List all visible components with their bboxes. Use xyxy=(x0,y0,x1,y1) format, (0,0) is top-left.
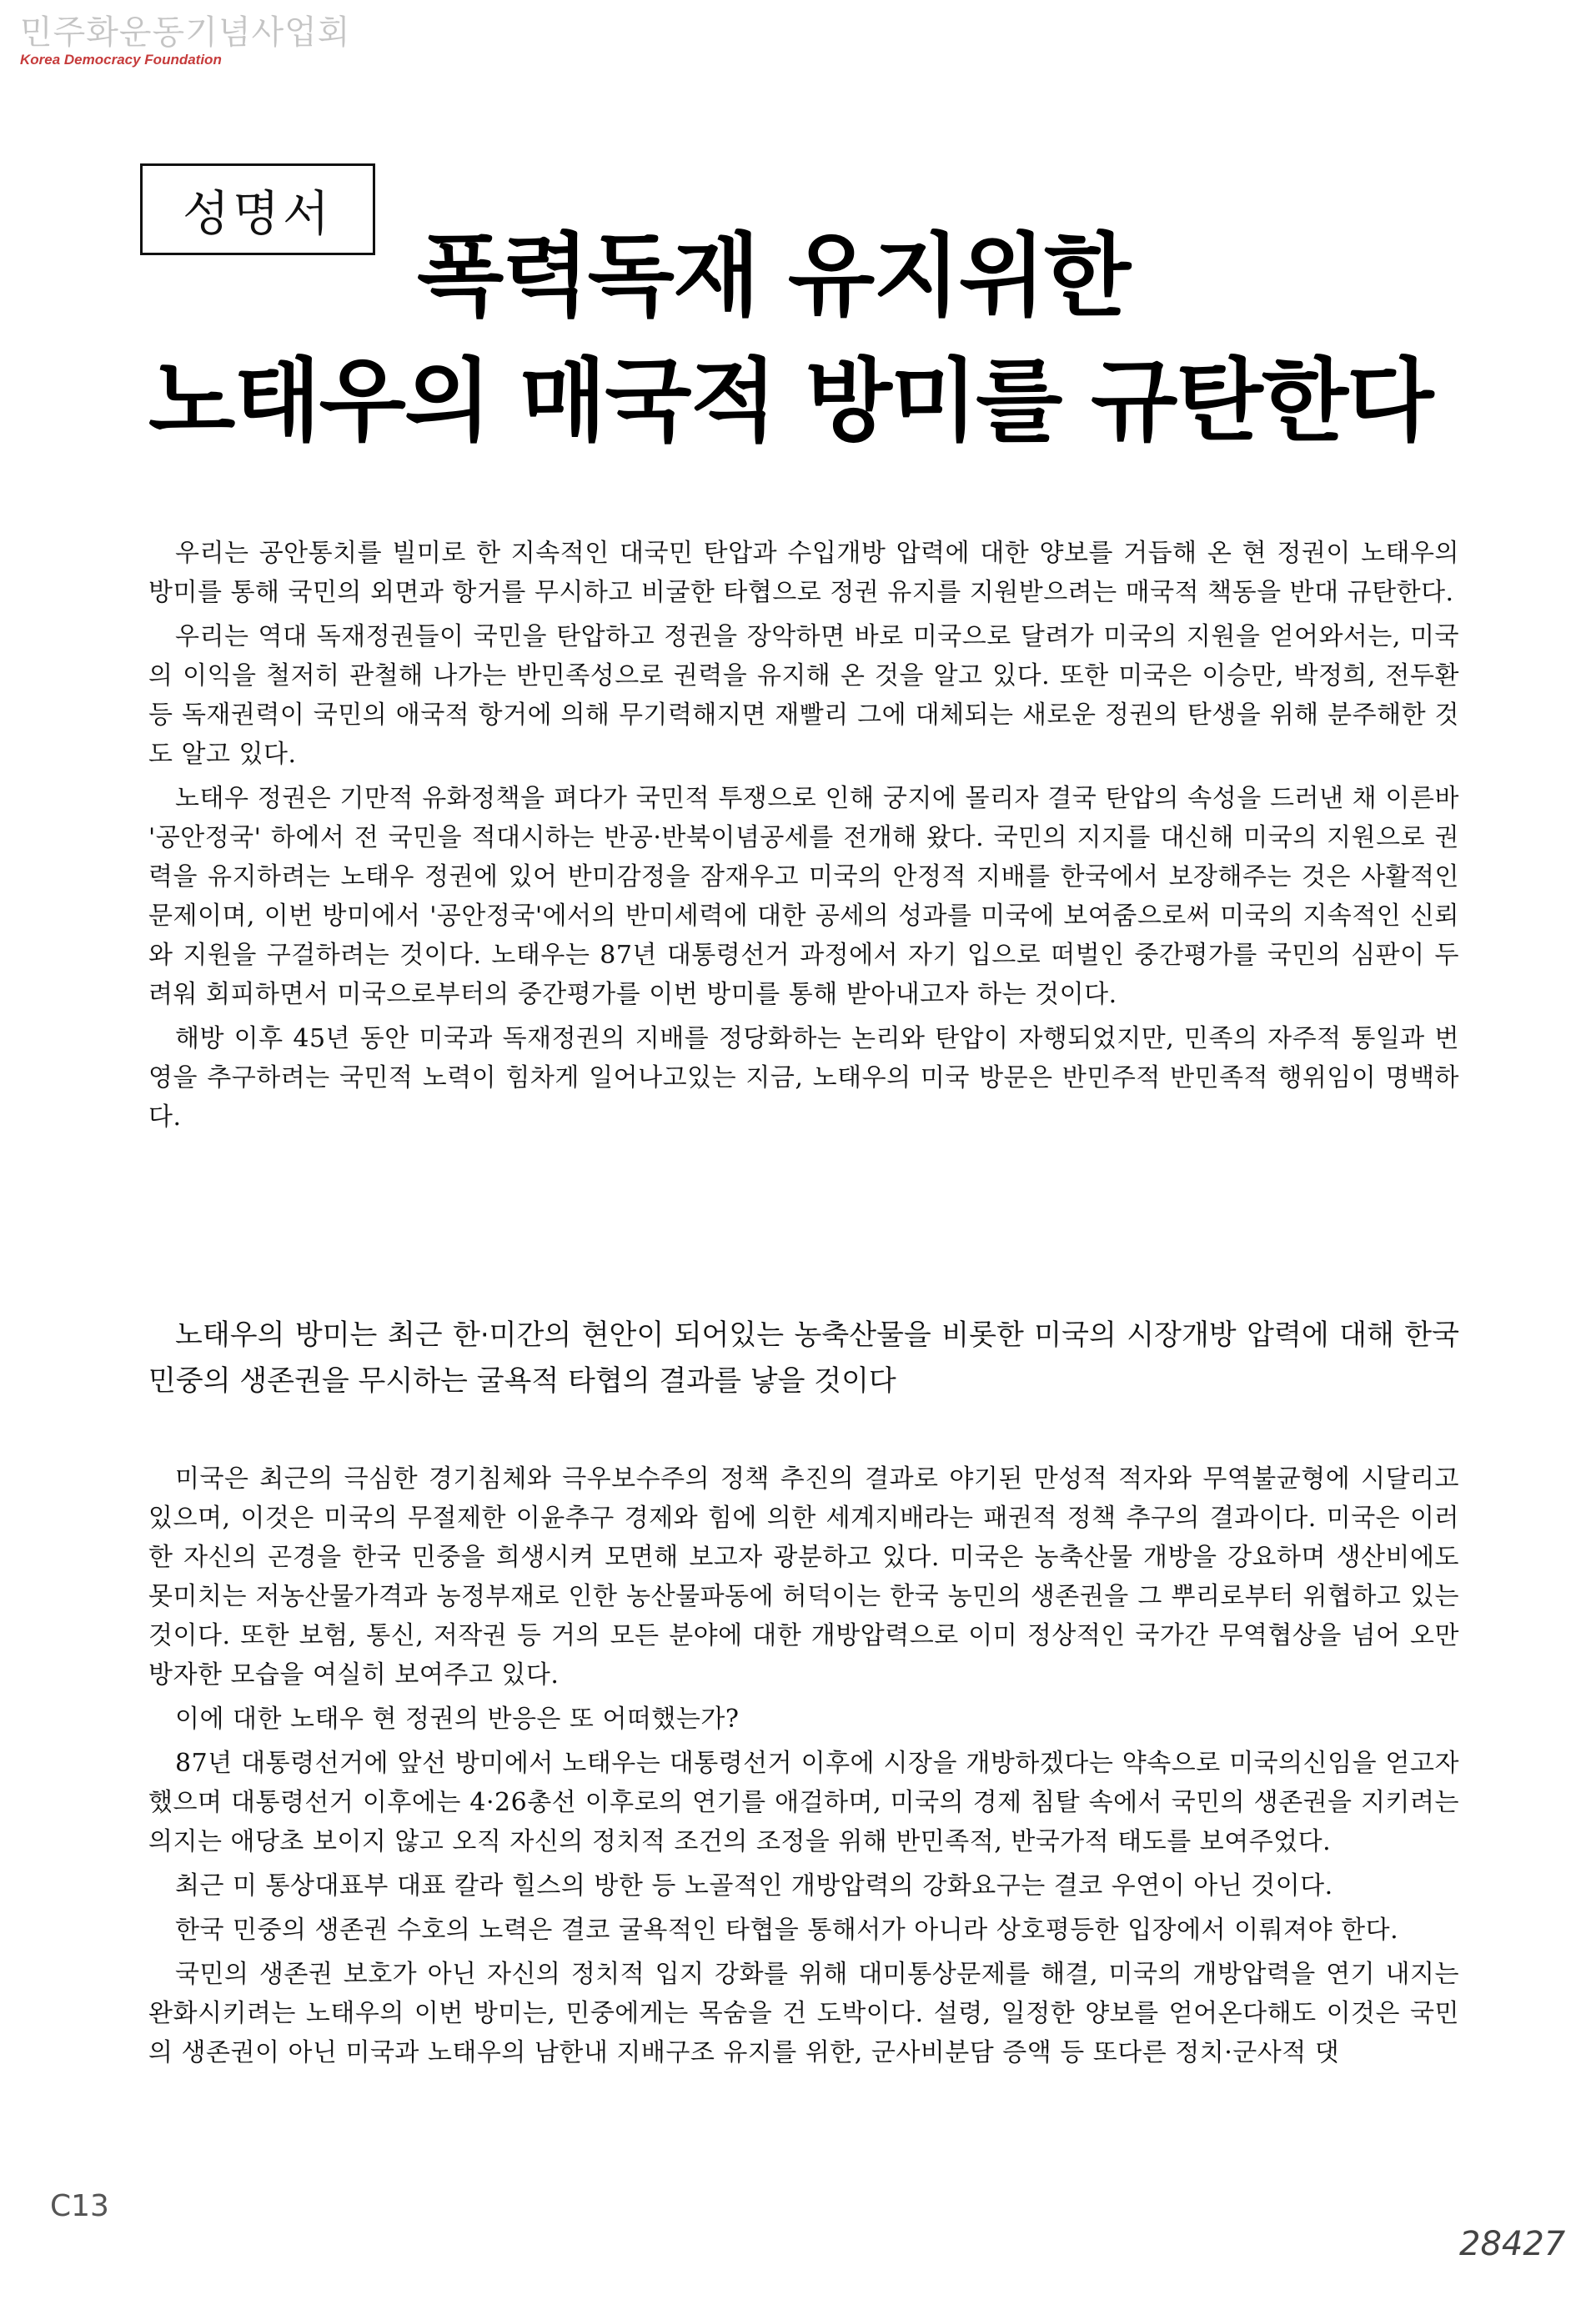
paragraph: 미국은 최근의 극심한 경기침체와 극우보수주의 정책 추진의 결과로 야기된 만성적 적자와 무역불균형에 시달리고 있으며, 이것은 미국의 무절제한 이윤추구 경제와 힘에 의한 세계지배라는 패권적 정책 추구의 결과이다. 미국은 이러한 자신의 곤경을 한국 민중을 희생시켜 모면해 보고자 광분하고 있다. 미국은 농축산물 개방을 강요하며 생산비에도 못미치는 저농산물가격과 농정부재로 인한 농산물파동에 허덕이는 한국 농민의 생존권을 그 뿌리로부터 위협하고 있는 것이다. 또한 보험, 통신, 저작권 등 거의 모든 분야에 대한 개방압력으로 이미 정상적인 국가간 무역협상을 넘어 오만방자한 모습을 여실히 보여주고 있다. xyxy=(148,1464,1459,1690)
foundation-logo xyxy=(20,13,350,68)
archive-number-note: 28427 xyxy=(1459,2225,1566,2263)
paragraph: 한국 민중의 생존권 수호의 노력은 결코 굴욕적인 타협을 통해서가 아니라 상호평등한 입장에서 이뤄져야 한다. xyxy=(175,1916,1399,1945)
statement-label: 성명서 xyxy=(182,185,334,242)
logo-english-text: Korea Democracy Foundation xyxy=(20,52,222,68)
paragraph: 87년 대통령선거에 앞선 방미에서 노태우는 대통령선거 이후에 시장을 개방하겠다는 약속으로 미국의신임을 얻고자 했으며 대통령선거 이후에는 4·26총선 이후로의 연기를 애걸하며, 미국의 경제 침탈 속에서 국민의 생존권을 지키려는 의지는 애당초 보이지 않고 오직 자신의 정치적 조건의 조정을 위해 반민족적, 반국가적 태도를 보여주었다. xyxy=(148,1749,1459,1856)
highlight-statement: 노태우의 방미는 최근 한·미간의 현안이 되어있는 농축산물을 비롯한 미국의 시장개방 압력에 대해 한국 민중의 생존권을 무시하는 굴욕적 타협의 결과를 낳을 것이다 xyxy=(148,1318,1459,1398)
paragraph: 노태우 정권은 기만적 유화정책을 펴다가 국민적 투쟁으로 인해 궁지에 몰리자 결국 탄압의 속성을 드러낸 채 이른바 '공안정국' 하에서 전 국민을 적대시하는 반공·반북이념공세를 전개해 왔다. 국민의 지지를 대신해 미국의 지원으로 권력을 유지하려는 노태우 정권에 있어 반미감정을 잠재우고 미국의 안정적 지배를 한국에서 보장해주는 것은 사활적인 문제이며, 이번 방미에서 '공안정국'에서의 반미세력에 대한 공세의 성과를 미국에 보여줌으로써 미국의 지속적인 신뢰와 지원을 구걸하려는 것이다. 노태우는 87년 대통령선거 과정에서 자기 입으로 떠벌인 중간평가를 국민의 심판이 두려워 회피하면서 미국으로부터의 중간평가를 이번 방미를 통해 받아내고자 하는 것이다. xyxy=(148,784,1459,1009)
paragraph: 우리는 공안통치를 빌미로 한 지속적인 대국민 탄압과 수입개방 압력에 대한 양보를 거듭해 온 현 정권이 노태우의 방미를 통해 국민의 외면과 항거를 무시하고 비굴한 타협으로 정권 유지를 지원받으려는 매국적 책동을 반대 규탄한다. xyxy=(148,539,1459,607)
paragraph: 국민의 생존권 보호가 아닌 자신의 정치적 입지 강화를 위해 대미통상문제를 해결, 미국의 개방압력을 연기 내지는 완화시키려는 노태우의 이번 방미는, 민중에게는 목숨을 건 도박이다. 설령, 일정한 양보를 얻어온다해도 이것은 국민의 생존권이 아닌 미국과 노태우의 남한내 지배구조 유지를 위한, 군사비분담 증액 등 또다른 정치·군사적 댓 xyxy=(148,1960,1459,2067)
paragraph: 이에 대한 노태우 현 정권의 반응은 또 어떠했는가? xyxy=(175,1705,740,1734)
statement-label-box xyxy=(140,163,375,255)
paragraph: 해방 이후 45년 동안 미국과 독재정권의 지배를 정당화하는 논리와 탄압이 자행되었지만, 민족의 자주적 통일과 번영을 추구하려는 국민적 노력이 힘차게 일어나고있는 지금, 노태우의 미국 방문은 반민주적 반민족적 행위임이 명백하다. xyxy=(148,1024,1459,1132)
body-section-1 xyxy=(148,534,1459,1142)
headline-line-1: 폭력독재 유지위한 xyxy=(417,224,1130,329)
archive-code-note: C13 xyxy=(50,2189,109,2223)
headline-line-2: 노태우의 매국적 방미를 규탄한다 xyxy=(148,349,1433,454)
body-section-2 xyxy=(148,1459,1459,2077)
logo-korean-text: 민주화운동기념사업회 xyxy=(20,13,351,52)
paragraph: 우리는 역대 독재정권들이 국민을 탄압하고 정권을 장악하면 바로 미국으로 달려가 미국의 지원을 얻어와서는, 미국의 이익을 철저히 관철해 나가는 반민족성으로 권력을 유지해 온 것을 알고 있다. 또한 미국은 이승만, 박정희, 전두환 등 독재권력이 국민의 애국적 항거에 의해 무기력해지면 재빨리 그에 대체되는 새로운 정권의 탄생을 위해 분주해한 것도 알고 있다. xyxy=(148,622,1459,769)
paragraph: 최근 미 통상대표부 대표 칼라 힐스의 방한 등 노골적인 개방압력의 강화요구는 결코 우연이 아닌 것이다. xyxy=(175,1871,1333,1901)
